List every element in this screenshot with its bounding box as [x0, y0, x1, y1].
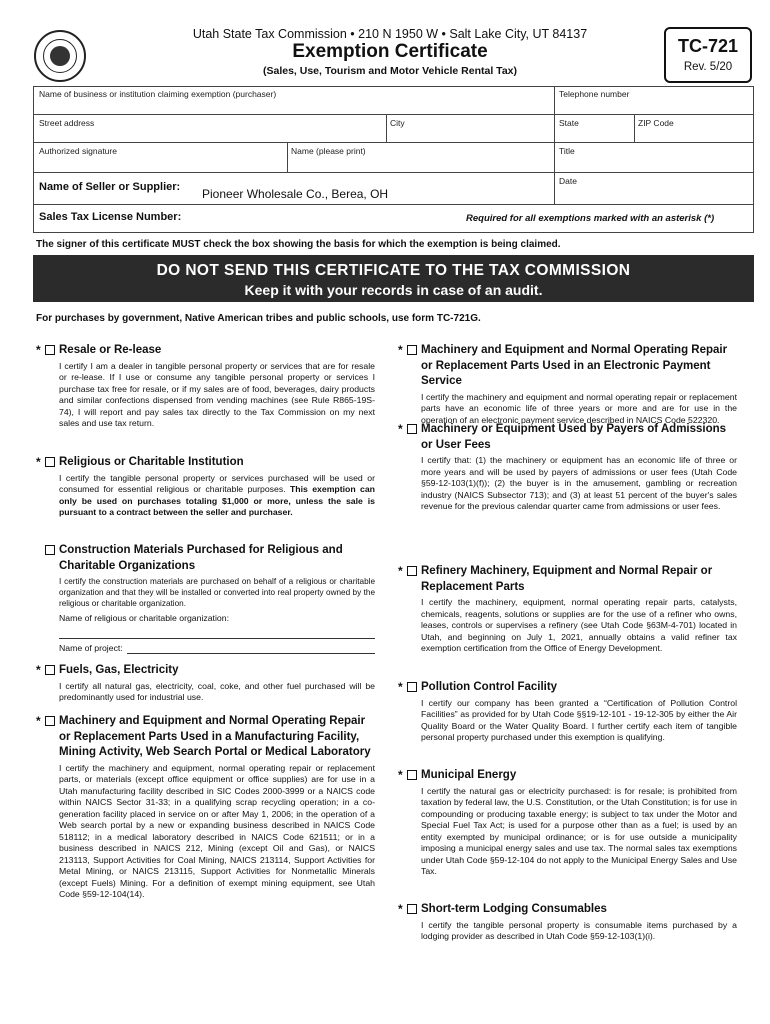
required-asterisk: * [398, 680, 403, 694]
lodging-checkbox[interactable] [407, 904, 417, 914]
fuels-checkbox[interactable] [45, 665, 55, 675]
exemption-refinery [398, 564, 737, 655]
authorized-signature-field[interactable]: Authorized signature [39, 146, 117, 156]
zip-code-field[interactable]: ZIP Code [638, 118, 674, 128]
purchaser-fields-grid [33, 86, 754, 233]
state-seal-logo [34, 30, 86, 82]
exemption-title: Resale or Re-lease [59, 344, 162, 356]
do-not-send-banner [33, 255, 754, 302]
exemption-title: Machinery and Equipment and Normal Operating Repair or Replacement Parts Used in an Electronic Payment Service [421, 344, 728, 387]
exemption-title: Fuels, Gas, Electricity [59, 664, 179, 676]
agency-address: Utah State Tax Commission • 210 N 1950 W • Salt Lake City, UT 84137 [192, 27, 588, 41]
exemption-resale [36, 343, 375, 430]
exemption-title: Construction Materials Purchased for Religious and Charitable Organizations [59, 544, 343, 572]
name-print-field[interactable]: Name (please print) [291, 146, 366, 156]
exemption-text: I certify the construction materials are purchased on behalf of a religious or charitable organization and that they will be installed or converted into real property owned by the religious or charitable organization. [59, 577, 375, 608]
machinery-manufacturing-checkbox[interactable] [45, 716, 55, 726]
exemption-title: Municipal Energy [421, 769, 517, 781]
required-asterisk: * [398, 902, 403, 916]
city-field[interactable]: City [390, 118, 405, 128]
exemption-text: I certify the tangible personal property is consumable items purchased by a lodging provider as described in Utah Code §59-12-103(1)(i). [421, 919, 737, 941]
project-name-row [59, 643, 375, 655]
exemption-text: I certify our company has been granted a “Certification of Pollution Control Facilities” as provided for by Utah Code §§19-12-101 - 19-12-305 by either the Air Quality Board or the Water Quality Board. I further certify each item of tangible personal property purchased under this exemption is qualifying. [421, 697, 737, 742]
banner-headline: DO NOT SEND THIS CERTIFICATE TO THE TAX COMMISSION [156, 262, 631, 279]
signer-instruction: The signer of this certificate MUST check the box showing the basis for which the exemption is being claimed. [36, 239, 561, 250]
grid-rule [34, 172, 753, 173]
exemption-text-bold: This exemption can only be used on purchases totaling $1,000 or more, unless the sale is pursuant to a contract between the seller and purchaser. [59, 484, 375, 517]
seal-emblem [50, 46, 70, 66]
exemption-text: I certify that: (1) the machinery or equipment has an economic life of three or more years and will be used by payers of admissions or user fees (Utah Code §59-12-103(1)(f)); (2) the buyer is in the amusement, gambling or recreation industry (NAICS Subsector 713); and (3) at least 51 percent of the buyer's sales revenue for the previous calendar quarter came from admissions or user fees. [421, 455, 737, 511]
organization-name-label: Name of religious or charitable organization: [59, 613, 229, 623]
required-asterisk: * [36, 714, 41, 728]
required-asterisk: * [398, 564, 403, 578]
grid-divider [287, 142, 288, 172]
exemption-title: Religious or Charitable Institution [59, 456, 244, 468]
seller-name-label: Name of Seller or Supplier: [39, 181, 181, 193]
exemption-title: Machinery or Equipment Used by Payers of Admissions or User Fees [421, 423, 727, 451]
form-id: TC-721 [677, 36, 739, 56]
construction-checkbox[interactable] [45, 545, 55, 555]
organization-name-field[interactable] [59, 629, 375, 639]
date-field[interactable]: Date [559, 176, 577, 186]
form-id-box [664, 27, 752, 83]
exemption-title: Short-term Lodging Consumables [421, 903, 607, 915]
project-name-label: Name of project: [59, 642, 123, 653]
pollution-checkbox[interactable] [407, 682, 417, 692]
form-title: Exemption Certificate [292, 41, 488, 62]
form-revision: Rev. 5/20 [683, 61, 733, 73]
grid-divider [554, 87, 555, 204]
exemption-lodging [398, 902, 737, 943]
exemption-text: I certify I am a dealer in tangible personal property or services that are for resale or re-lease. If I use or consume any tangible personal property or services I purchase tax free for resale, or if my sales are of food, beverages, dairy products and similar confections dispensed from vending machines (see Rule R865-19S-74), I will report and pay sales tax directly to the Tax Commission on my next sales and use tax return. [59, 360, 375, 428]
religious-checkbox[interactable] [45, 457, 55, 467]
admissions-checkbox[interactable] [407, 424, 417, 434]
exemption-text [59, 473, 375, 519]
required-asterisk: * [36, 343, 41, 357]
street-address-field[interactable]: Street address [39, 118, 95, 128]
grid-divider [386, 114, 387, 142]
exemption-fuels [36, 663, 375, 704]
grid-rule [34, 114, 753, 115]
asterisk-required-note: Required for all exemptions marked with an asterisk (*) [466, 213, 715, 224]
required-asterisk: * [398, 768, 403, 782]
exemption-title: Refinery Machinery, Equipment and Normal Repair or Replacement Parts [421, 565, 713, 593]
project-name-field[interactable] [127, 645, 375, 654]
exemption-title: Pollution Control Facility [421, 681, 558, 693]
required-asterisk: * [398, 343, 403, 357]
exemption-text: I certify the machinery and equipment, normal operating repair or replacement parts, or materials (except office equipment or office supplies) are for use in a Utah manufacturing facility described in SIC Codes 2000-3999 or a NAICS code within NAICS Sector 31-33; in a qualifying scrap recycling operation; in a co-generation facility placed in service on or after May 1, 2006; in the operation of a Web search portal by a new or expanding business described in NAICS Code 518112; in a medical laboratory described in NAICS Code 621511; or in a business described in NAICS 212, Mining (except Oil and Gas), or NAICS 213113, Support Activities for Coal Mining, NAICS 213114, Support Activities for Metal Mining, or NAICS 213115, Support Activities for Nonmetallic Minerals (except Fuels) Mining. For a definition of exempt mining equipment, see Utah Code §59-12-104(14). [59, 762, 375, 899]
resale-checkbox[interactable] [45, 345, 55, 355]
exemption-municipal-energy [398, 768, 737, 878]
exemption-title: Machinery and Equipment and Normal Operating Repair or Replacement Parts Used in a Manufacturing Facility, Mining Activity, Web Search Portal or Medical Laboratory [59, 715, 371, 758]
exemption-text: I certify the machinery, equipment, normal operating repair parts, catalysts, chemicals, reagents, solutions or supplies are for the use of a refiner who owns, leases, controls or supervises a refinery (see Utah Code §63M-4-701) located in Utah, and beginning on July 1, 2021, annually obtains a valid refiner tax exemption certification from the Office of Energy Development. [421, 597, 737, 653]
required-asterisk: * [36, 663, 41, 677]
machinery-payment-checkbox[interactable] [407, 345, 417, 355]
exemption-text-regular: I certify the tangible personal property or services purchased will be used or consumed for essential religious or charitable purposes. [59, 472, 375, 494]
grid-rule [34, 204, 753, 205]
government-purchase-note: For purchases by government, Native American tribes and public schools, use form TC-721G. [36, 313, 481, 324]
exemption-pollution [398, 680, 737, 744]
refinery-checkbox[interactable] [407, 566, 417, 576]
seal-inner-ring [43, 39, 77, 73]
grid-divider [634, 114, 635, 142]
required-asterisk: * [398, 422, 403, 436]
exemption-machinery-manufacturing [36, 714, 375, 901]
purchaser-name-field[interactable]: Name of business or institution claiming exemption (purchaser) [39, 89, 277, 99]
exemption-text: I certify the natural gas or electricity purchased: is for resale; is prohibited from taxation by federal law, the U.S. Constitution, or the Utah Constitution; is for use in compounding or producing taxable energy; is subject to tax under the Motor and Special Fuel Tax Act; is used for a purpose other than as a fuel; is used by an entity exempted by municipal ordinance; or is for use outside a municipality imposing a municipal energy sales and use tax. The normal sales tax exemptions under Utah Code §59-12-104 do not apply to the Municipal Energy Sales and Use Tax. [421, 785, 737, 876]
grid-rule [34, 142, 753, 143]
exemption-admissions [398, 422, 737, 513]
exemption-construction [59, 543, 375, 654]
state-field[interactable]: State [559, 118, 579, 128]
title-field[interactable]: Title [559, 146, 575, 156]
sales-tax-license-field[interactable]: Sales Tax License Number: [39, 211, 182, 223]
seller-name-value[interactable]: Pioneer Wholesale Co., Berea, OH [202, 187, 389, 201]
exemption-text: I certify all natural gas, electricity, coal, coke, and other fuel purchased will be predominantly used for industrial use. [59, 680, 375, 702]
exemption-text: I certify the machinery and equipment and normal operating repair or replacement parts have an economic life of three years or more and are for use in the operation of an electronic payment service described in NAICS Code 522320. [421, 391, 737, 425]
required-asterisk: * [36, 455, 41, 469]
exemption-religious [36, 455, 375, 519]
exemption-machinery-payment [398, 343, 737, 426]
banner-subline: Keep it with your records in case of an audit. [244, 282, 543, 298]
municipal-energy-checkbox[interactable] [407, 770, 417, 780]
telephone-field[interactable]: Telephone number [559, 89, 630, 99]
form-subtitle: (Sales, Use, Tourism and Motor Vehicle Rental Tax) [262, 65, 517, 77]
